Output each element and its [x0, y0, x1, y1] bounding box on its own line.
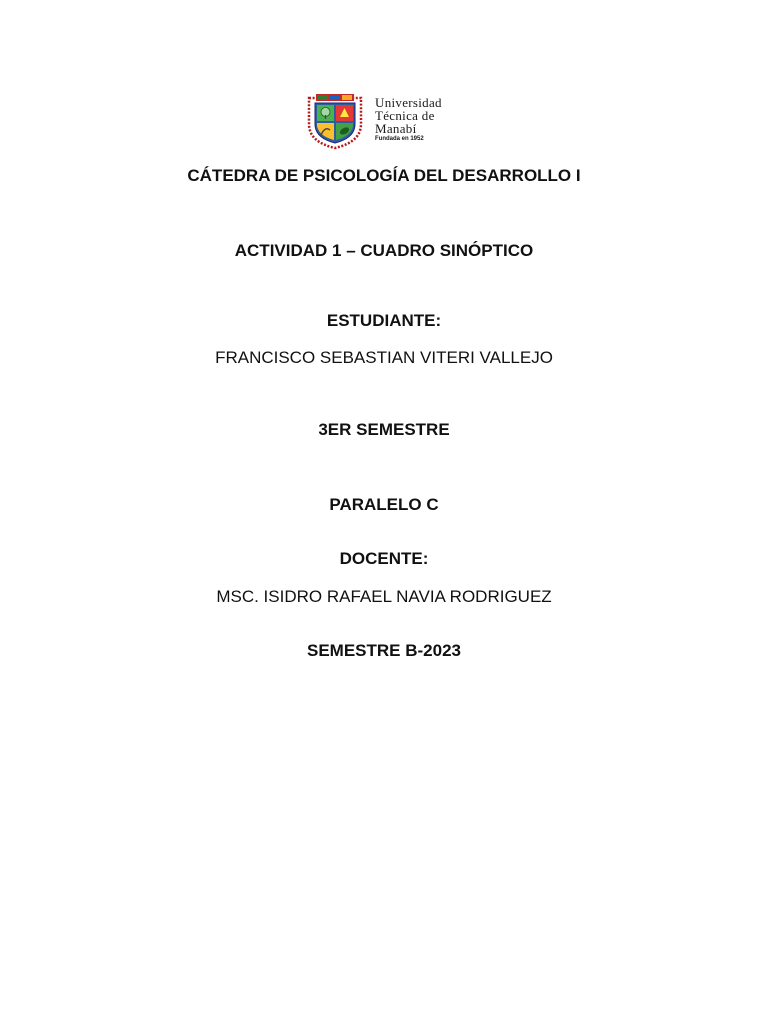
university-logo [305, 90, 470, 150]
university-shield-icon [305, 90, 365, 150]
founded-text: Fundada en 1952 [375, 136, 424, 142]
university-name-line-2: Técnica de [375, 108, 435, 123]
teacher-name: MSC. ISIDRO RAFAEL NAVIA RODRIGUEZ [216, 587, 552, 606]
teacher-label: DOCENTE: [339, 549, 429, 568]
activity-title: ACTIVIDAD 1 – CUADRO SINÓPTICO [234, 241, 534, 260]
university-name-line-3: Manabí [375, 121, 417, 136]
parallel-text: PARALELO C [329, 495, 439, 514]
chair-title: CÁTEDRA DE PSICOLOGÍA DEL DESARROLLO I [187, 166, 581, 185]
university-name-line-1: Universidad [375, 95, 442, 110]
student-label: ESTUDIANTE: [326, 311, 442, 330]
university-name [375, 96, 442, 144]
period-text: SEMESTRE B-2023 [307, 641, 461, 660]
semester-text: 3ER SEMESTRE [318, 420, 450, 439]
student-name: FRANCISCO SEBASTIAN VITERI VALLEJO [215, 348, 553, 367]
